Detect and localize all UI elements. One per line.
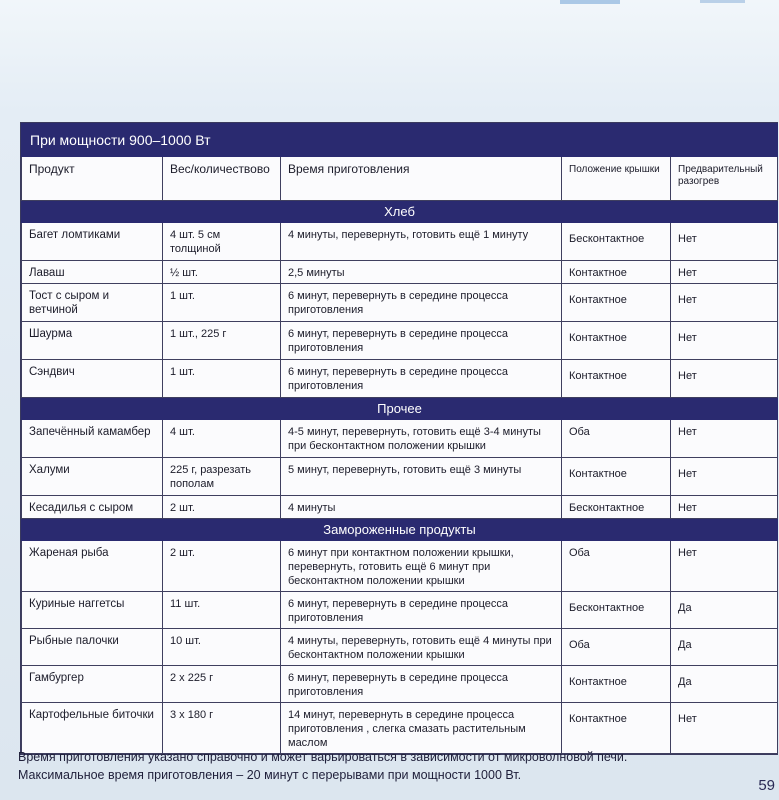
header-time: Время приготовления — [281, 157, 562, 201]
section-header-row — [22, 519, 778, 541]
cell-preheat: Нет — [671, 703, 778, 754]
cell-weight: 10 шт. — [163, 629, 281, 666]
cell-lid: Бесконтактное — [562, 223, 671, 261]
cell-time: 6 минут при контактном положении крышки, перевернуть, готовить ещё 6 минут при бесконтактном положении крышки — [281, 541, 562, 592]
cell-product: Багет ломтиками — [22, 223, 163, 261]
cell-product: Тост с сыром и ветчиной — [22, 284, 163, 322]
cell-lid: Контактное — [562, 322, 671, 360]
footnote — [18, 748, 718, 784]
cell-time: 6 минут, перевернуть в середине процесса приготовления — [281, 284, 562, 322]
section-header-row — [22, 201, 778, 223]
table-row — [22, 629, 778, 666]
cell-product: Сэндвич — [22, 360, 163, 398]
cell-weight: 1 шт. — [163, 284, 281, 322]
footnote-line-2: Максимальное время приготовления – 20 минут с перерывами при мощности 1000 Вт. — [18, 768, 522, 782]
section-header-row — [22, 398, 778, 420]
cell-preheat: Нет — [671, 284, 778, 322]
cell-product: Гамбургер — [22, 666, 163, 703]
cell-preheat: Да — [671, 592, 778, 629]
table-row — [22, 458, 778, 496]
cell-lid: Контактное — [562, 261, 671, 284]
table-row — [22, 360, 778, 398]
cell-preheat: Нет — [671, 360, 778, 398]
cell-weight: 1 шт. — [163, 360, 281, 398]
cell-lid: Контактное — [562, 360, 671, 398]
table-header-row — [22, 157, 778, 201]
header-weight: Вес/количествово — [163, 157, 281, 201]
cooking-table-container — [20, 122, 778, 755]
table-row — [22, 284, 778, 322]
cell-preheat: Нет — [671, 223, 778, 261]
cell-weight: 225 г, разрезать пополам — [163, 458, 281, 496]
cell-time: 14 минут, перевернуть в середине процесса приготовления , слегка смазать растительным маслом — [281, 703, 562, 754]
cell-preheat: Нет — [671, 496, 778, 519]
cell-time: 4 минуты, перевернуть, готовить ещё 1 минуту — [281, 223, 562, 261]
cooking-table — [21, 123, 778, 754]
cell-product: Кесадилья с сыром — [22, 496, 163, 519]
page-number: 59 — [758, 777, 775, 794]
section-title: Замороженные продукты — [22, 519, 778, 541]
table-title: При мощности 900–1000 Вт — [22, 124, 778, 157]
section-title: Прочее — [22, 398, 778, 420]
cell-lid: Контактное — [562, 666, 671, 703]
cell-weight: 1 шт., 225 г — [163, 322, 281, 360]
cell-time: 4-5 минут, перевернуть, готовить ещё 3-4 минуты при бесконтактном положении крышки — [281, 420, 562, 458]
cell-time: 2,5 минуты — [281, 261, 562, 284]
cell-time: 6 минут, перевернуть в середине процесса приготовления — [281, 666, 562, 703]
cell-lid: Контактное — [562, 703, 671, 754]
cell-preheat: Да — [671, 666, 778, 703]
table-row — [22, 666, 778, 703]
table-row — [22, 703, 778, 754]
cell-preheat: Нет — [671, 261, 778, 284]
cell-weight: 2 шт. — [163, 541, 281, 592]
cell-preheat: Нет — [671, 541, 778, 592]
cell-product: Рыбные палочки — [22, 629, 163, 666]
cell-preheat: Нет — [671, 322, 778, 360]
cell-lid: Бесконтактное — [562, 592, 671, 629]
cell-weight: 3 x 180 г — [163, 703, 281, 754]
header-product: Продукт — [22, 157, 163, 201]
header-lid: Положение крышки — [562, 157, 671, 201]
cell-product: Жареная рыба — [22, 541, 163, 592]
cell-weight: 2 x 225 г — [163, 666, 281, 703]
table-body — [22, 201, 778, 754]
top-decor-bar — [560, 0, 620, 4]
cell-product: Запечённый камамбер — [22, 420, 163, 458]
cell-preheat: Да — [671, 629, 778, 666]
cell-weight: 4 шт. — [163, 420, 281, 458]
cell-lid: Оба — [562, 420, 671, 458]
cell-product: Картофельные биточки — [22, 703, 163, 754]
section-title: Хлеб — [22, 201, 778, 223]
cell-weight: 4 шт. 5 см толщиной — [163, 223, 281, 261]
cell-weight: ½ шт. — [163, 261, 281, 284]
table-row — [22, 496, 778, 519]
header-preheat: Предварительный разогрев — [671, 157, 778, 201]
cell-weight: 2 шт. — [163, 496, 281, 519]
cell-lid: Контактное — [562, 284, 671, 322]
cell-time: 6 минут, перевернуть в середине процесса приготовления — [281, 322, 562, 360]
table-row — [22, 541, 778, 592]
cell-lid: Бесконтактное — [562, 496, 671, 519]
cell-lid: Оба — [562, 629, 671, 666]
cell-time: 6 минут, перевернуть в середине процесса приготовления — [281, 360, 562, 398]
cell-product: Шаурма — [22, 322, 163, 360]
cell-product: Куриные наггетсы — [22, 592, 163, 629]
cell-preheat: Нет — [671, 420, 778, 458]
cell-time: 5 минут, перевернуть, готовить ещё 3 минуты — [281, 458, 562, 496]
cell-weight: 11 шт. — [163, 592, 281, 629]
table-row — [22, 322, 778, 360]
table-row — [22, 261, 778, 284]
table-row — [22, 592, 778, 629]
cell-time: 4 минуты — [281, 496, 562, 519]
table-title-row — [22, 124, 778, 157]
cell-time: 4 минуты, перевернуть, готовить ещё 4 минуты при бесконтактном положении крышки — [281, 629, 562, 666]
table-row — [22, 223, 778, 261]
cell-lid: Оба — [562, 541, 671, 592]
cell-product: Лаваш — [22, 261, 163, 284]
cell-lid: Контактное — [562, 458, 671, 496]
top-decor-bar-2 — [700, 0, 745, 3]
cell-preheat: Нет — [671, 458, 778, 496]
cell-product: Халуми — [22, 458, 163, 496]
footnote-line-1: Время приготовления указано справочно и может варьироваться в зависимости от микроволновой печи. — [18, 750, 628, 764]
table-row — [22, 420, 778, 458]
cell-time: 6 минут, перевернуть в середине процесса приготовления — [281, 592, 562, 629]
